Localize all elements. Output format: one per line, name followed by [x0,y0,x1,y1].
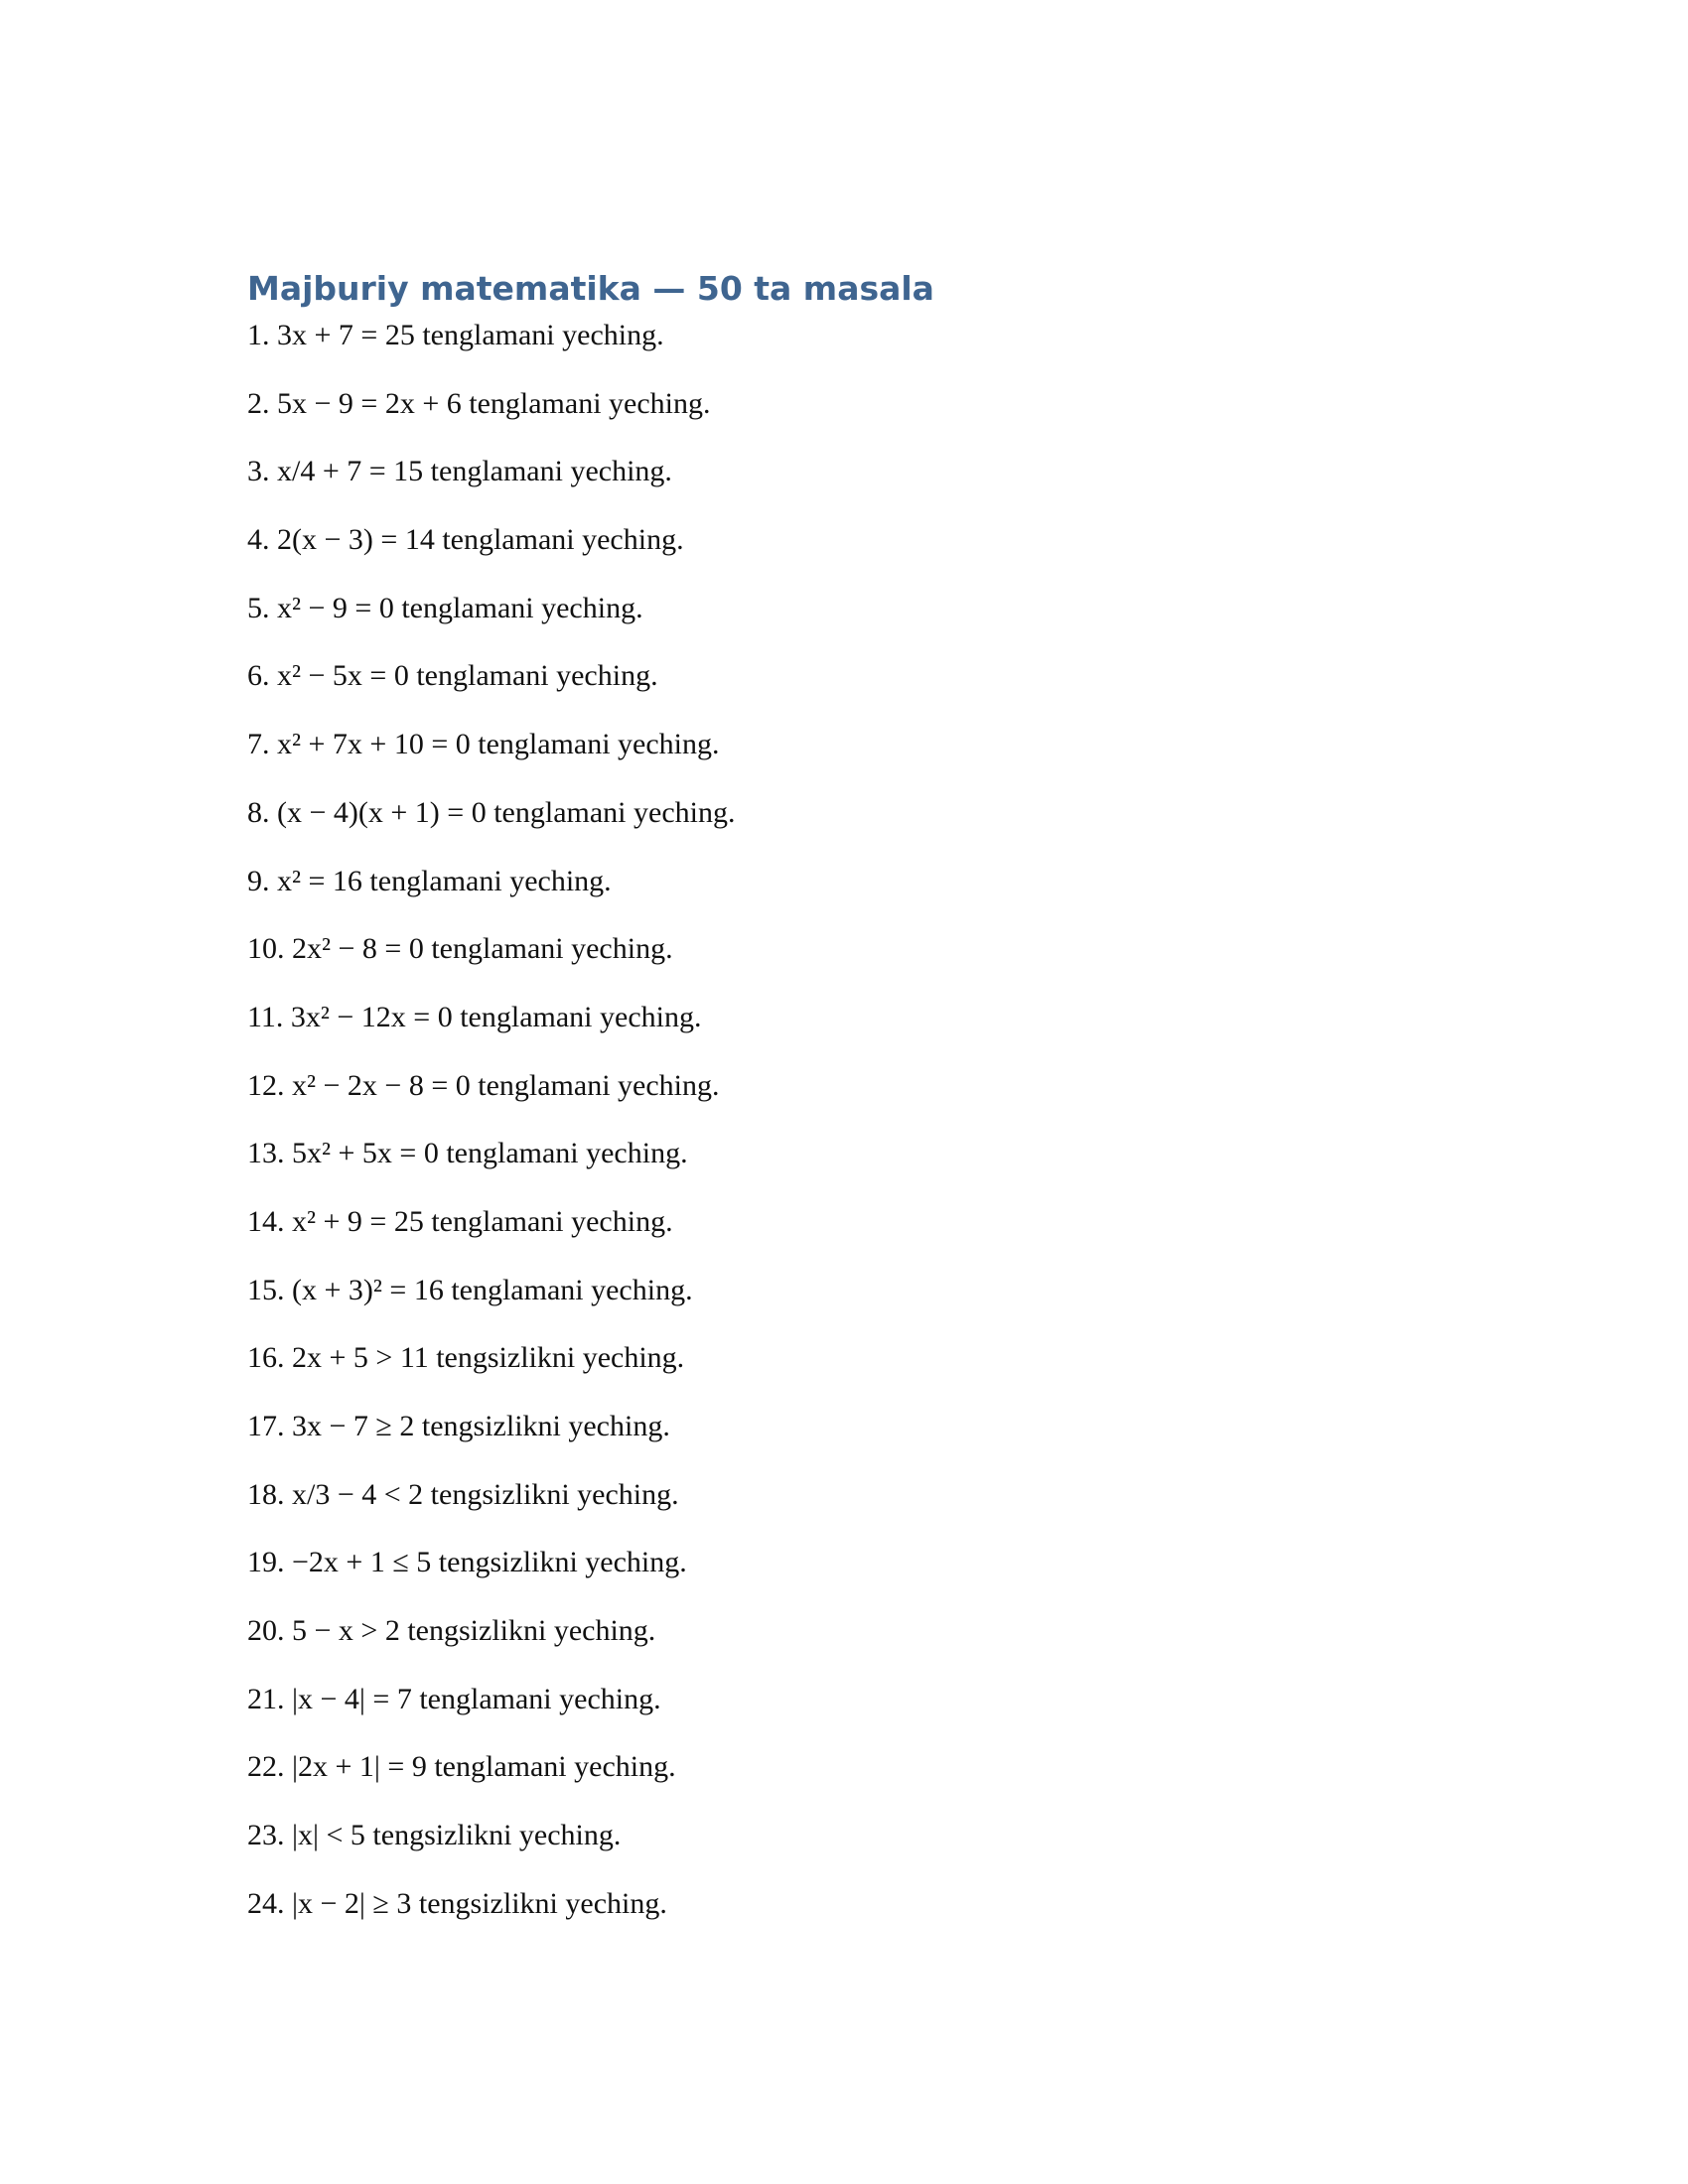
problem-item: 8. (x − 4)(x + 1) = 0 tenglamani yeching. [247,795,736,829]
problem-item: 18. x/3 − 4 < 2 tengsizlikni yeching. [247,1477,679,1511]
problem-item: 7. x² + 7x + 10 = 0 tenglamani yeching. [247,728,720,761]
problem-item: 16. 2x + 5 > 11 tengsizlikni yeching. [247,1341,685,1375]
problem-item: 1. 3x + 7 = 25 tenglamani yeching. [247,319,664,351]
problem-item: 3. x/4 + 7 = 15 tenglamani yeching. [247,455,672,488]
problem-item: 19. −2x + 1 ≤ 5 tengsizlikni yeching. [247,1546,687,1579]
problem-item: 17. 3x − 7 ≥ 2 tengsizlikni yeching. [247,1410,670,1442]
problem-item: 15. (x + 3)² = 16 tenglamani yeching. [247,1273,693,1306]
problem-item: 10. 2x² − 8 = 0 tenglamani yeching. [247,932,673,966]
problem-item: 14. x² + 9 = 25 tenglamani yeching. [247,1204,673,1238]
problem-item: 5. x² − 9 = 0 tenglamani yeching. [247,591,643,624]
document-content [247,264,1439,1951]
document-title: Majburiy matematika — 50 ta masala [247,269,934,308]
problem-item: 20. 5 − x > 2 tengsizlikni yeching. [247,1614,656,1648]
problem-item: 4. 2(x − 3) = 14 tenglamani yeching. [247,523,684,557]
problem-item: 24. |x − 2| ≥ 3 tengsizlikni yeching. [247,1886,667,1920]
problem-item: 13. 5x² + 5x = 0 tenglamani yeching. [247,1137,688,1170]
problem-item: 6. x² − 5x = 0 tenglamani yeching. [247,659,658,693]
problem-item: 23. |x| < 5 tengsizlikni yeching. [247,1819,622,1852]
problem-list [247,314,1439,1951]
problem-item: 9. x² = 16 tenglamani yeching. [247,864,612,897]
problem-item: 12. x² − 2x − 8 = 0 tenglamani yeching. [247,1068,720,1102]
problem-item: 2. 5x − 9 = 2x + 6 tenglamani yeching. [247,386,711,420]
problem-item: 22. |2x + 1| = 9 tenglamani yeching. [247,1750,676,1784]
problem-item: 11. 3x² − 12x = 0 tenglamani yeching. [247,1000,702,1033]
problem-item: 21. |x − 4| = 7 tenglamani yeching. [247,1682,661,1715]
